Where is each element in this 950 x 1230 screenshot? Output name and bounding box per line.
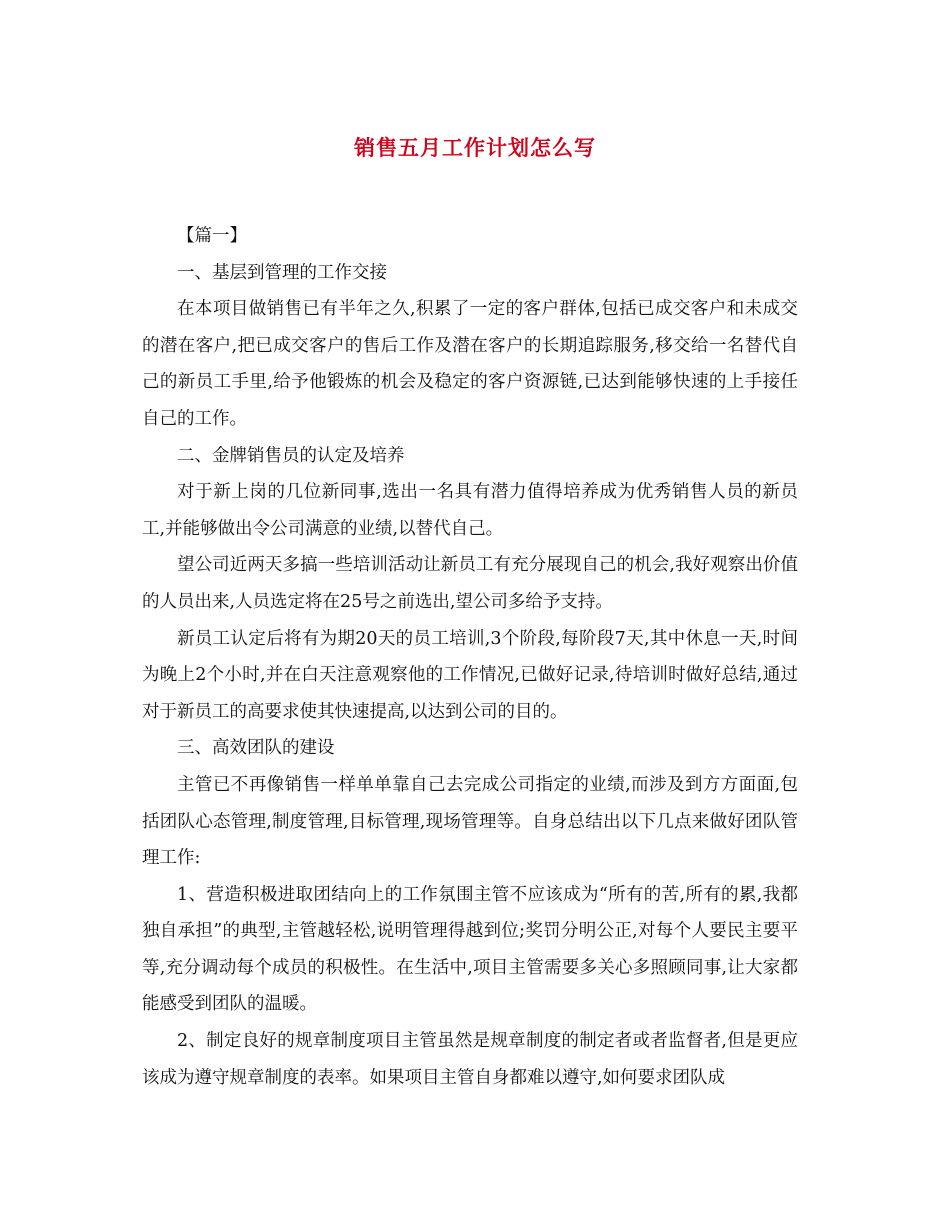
document-body bbox=[142, 218, 798, 1096]
heading-gold-salesperson: 二、金牌销售员的认定及培养 bbox=[177, 445, 405, 466]
paragraph: 在本项目做销售已有半年之久,积累了一定的客户群体,包括已成交客户和未成交的潜在客户,把已成交客户的售后工作及潜在客户的长期追踪服务,移交给一名替代自己的新员工手里,给予他锻炼的机会及稳定的客户资源链,已达到能够快速的上手接任自己的工作。 bbox=[142, 299, 798, 429]
paragraph: 望公司近两天多搞一些培训活动让新员工有充分展现自己的机会,我好观察出价值的人员出来,人员选定将在25号之前选出,望公司多给予支持。 bbox=[142, 555, 798, 612]
paragraph-section-label: 【篇一】 bbox=[177, 226, 247, 246]
paragraph: 2、制定良好的规章制度项目主管虽然是规章制度的制定者或者监督者,但是更应该成为遵守规章制度的表率。如果项目主管自身都难以遵守,如何要求团队成 bbox=[142, 1031, 798, 1088]
heading-work-handover: 一、基层到管理的工作交接 bbox=[177, 262, 387, 283]
paragraph: 新员工认定后将有为期20天的员工培训,3个阶段,每阶段7天,其中休息一天,时间为晚上2个小时,并在白天注意观察他的工作情况,已做好记录,待培训时做好总结,通过对于新员工的高要求使其快速提高,以达到公司的目的。 bbox=[142, 628, 798, 722]
heading-team-building: 三、高效团队的建设 bbox=[177, 738, 335, 759]
paragraph: 主管已不再像销售一样单单靠自己去完成公司指定的业绩,而涉及到方方面面,包括团队心态管理,制度管理,目标管理,现场管理等。自身总结出以下几点来做好团队管理工作: bbox=[142, 774, 798, 869]
paragraph: 对于新上岗的几位新同事,选出一名具有潜力值得培养成为优秀销售人员的新员工,并能够做出令公司满意的业绩,以替代自己。 bbox=[142, 482, 798, 539]
paragraph: 1、营造积极进取团结向上的工作氛围主管不应该成为“所有的苦,所有的累,我都独自承担”的典型,主管越轻松,说明管理得越到位;奖罚分明公正,对每个人要民主要平等,充分调动每个成员的积极性。在生活中,项目主管需要多关心多照顾同事,让大家都能感受到团队的温暖。 bbox=[142, 884, 798, 1015]
document-title: 销售五月工作计划怎么写 bbox=[354, 135, 596, 160]
